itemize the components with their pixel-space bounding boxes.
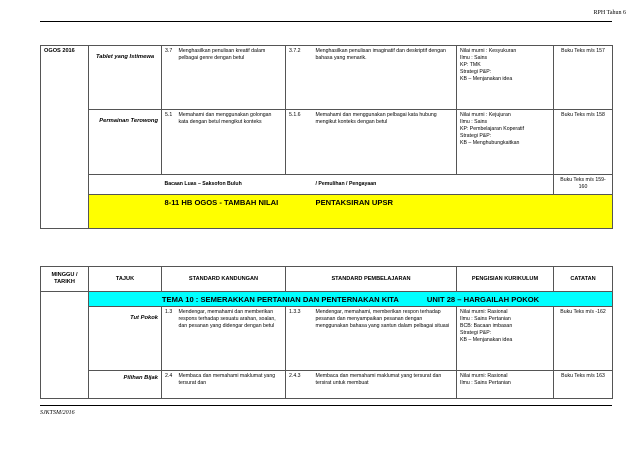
- topic-cell: Tut Pokok: [89, 307, 162, 371]
- header-standard-kandungan: STANDARD KANDUNGAN: [162, 267, 286, 292]
- kurikulum-line: Nilai murni: Rasional: [460, 373, 508, 379]
- sk-number: 3.7: [162, 46, 176, 110]
- topic-cell: Pilihan Bijak: [89, 371, 162, 399]
- catatan-cell: Buku Teks m/s -162: [554, 307, 613, 371]
- catatan-cell: Buku Teks m/s 159-160: [554, 175, 613, 195]
- topic-cell: Tablet yang Istimewa: [89, 46, 162, 110]
- page-header-label: RPH Tahun 6: [593, 10, 626, 16]
- catatan-cell: Buku Teks m/s 157: [554, 46, 613, 110]
- kurikulum-line: Ilmu : Sains Pertanian: [460, 380, 511, 386]
- table-row: [41, 110, 613, 175]
- header-standard-pembelajaran: STANDARD PEMBELAJARAN: [286, 267, 457, 292]
- sk-number: 2.4: [162, 371, 176, 399]
- kurikulum-cell: [457, 46, 554, 110]
- highlight-cell: [89, 195, 162, 229]
- unit-title: UNIT 28 – HARGAILAH POKOK: [426, 294, 540, 304]
- kurikulum-line: Ilmu : Sains Pertanian: [460, 316, 511, 322]
- sp-text: Mendengar, memahami, memberikan respon terhadap pesanan dan menyampaikan pesanan dengan menggunakan bahasa yang santun dalam pelbagai situasi: [313, 307, 457, 371]
- lesson-plan-table-1: [40, 45, 613, 229]
- sk-text: Mendengar, memahami dan memberikan respons terhadap sesuatu arahan, soalan, dan pesanan yang didengar dengan betul: [176, 307, 286, 371]
- table-row: [41, 195, 613, 229]
- kurikulum-line: KB – Menjanakan idea: [460, 337, 513, 343]
- sp-text: Menghasilkan penulisan imaginatif dan deskriptif dengan bahasa yang menarik.: [313, 46, 457, 110]
- sp-number: 5.1.6: [286, 110, 313, 175]
- header-pengisian-kurikulum: PENGISIAN KURIKULUM: [457, 267, 554, 292]
- kurikulum-line: Nilai murni: Rasional: [460, 309, 508, 315]
- lesson-plan-table-2: [40, 266, 613, 399]
- pentaksiran-label: PENTAKSIRAN UPSR: [313, 195, 613, 229]
- header-minggu: MINGGU / TARIKH: [41, 267, 89, 292]
- kurikulum-line: KB – Menjanakan idea: [460, 76, 513, 82]
- kurikulum-line: Strategi P&P:: [460, 69, 492, 75]
- table-row: [41, 175, 613, 195]
- tambah-nilai-label: 8-11 HB OGOS - TAMBAH NILAI: [162, 195, 313, 229]
- footer-divider: [40, 405, 612, 406]
- kurikulum-line: KP: TMK: [460, 62, 481, 68]
- sk-number: 5.1: [162, 110, 176, 175]
- theme-row: [41, 292, 613, 307]
- header-tajuk: TAJUK: [89, 267, 162, 292]
- kurikulum-line: BCB: Bacaan imbasan: [460, 323, 513, 329]
- page-footer-label: SJKTSM/2016: [40, 410, 75, 416]
- sp-text: Memahami dan menggunakan pelbagai kata hubung mengikut konteks dengan betul: [313, 110, 457, 175]
- sp-number: 1.3.3: [286, 307, 313, 371]
- kurikulum-line: Ilmu : Sains: [460, 119, 488, 125]
- empty-cell: [89, 175, 162, 195]
- bacaan-luas-label: Bacaan Luas – Saksofon Buluh: [162, 175, 313, 195]
- kurikulum-line: Strategi P&P:: [460, 330, 492, 336]
- kurikulum-line: KB – Menghubungkaitkan: [460, 140, 520, 146]
- kurikulum-cell: [457, 307, 554, 371]
- catatan-cell: Buku Teks m/s 163: [554, 371, 613, 399]
- sk-number: 1.3: [162, 307, 176, 371]
- pemulihan-label: / Pemulihan / Pengayaan: [313, 175, 554, 195]
- theme-title: TEMA 10 : SEMERAKKAN PERTANIAN DAN PENTERNAKAN KITA: [161, 294, 399, 304]
- kurikulum-cell: [457, 110, 554, 175]
- kurikulum-cell: [457, 371, 554, 399]
- week-cell: OGOS 2016: [41, 46, 89, 229]
- sk-text: Membaca dan memahami maklumat yang tersurat dan: [176, 371, 286, 399]
- theme-banner: [89, 292, 613, 307]
- sp-text: Membaca dan memahami maklumat yang tersurat dan tersirat untuk membuat: [313, 371, 457, 399]
- header-catatan: CATATAN: [554, 267, 613, 292]
- table-row: [41, 307, 613, 371]
- kurikulum-line: Nilai murni : Kesyukuran: [460, 48, 517, 54]
- catatan-cell: Buku Teks m/s 158: [554, 110, 613, 175]
- kurikulum-line: KP: Pembelajaran Koperatif: [460, 126, 525, 132]
- table-row: [41, 371, 613, 399]
- kurikulum-line: Nilai murni : Kejujuran: [460, 112, 511, 118]
- week-cell: [41, 292, 89, 399]
- kurikulum-line: Strategi P&P:: [460, 133, 492, 139]
- sp-number: 3.7.2: [286, 46, 313, 110]
- sp-number: 2.4.3: [286, 371, 313, 399]
- header-row: [41, 267, 613, 292]
- table-row: [41, 46, 613, 110]
- sk-text: Menghasilkan penulisan kreatif dalam pelbagai genre dengan betul: [176, 46, 286, 110]
- sk-text: Memahami dan menggunakan golongan kata dengan betul mengikut konteks: [176, 110, 286, 175]
- kurikulum-line: Ilmu : Sains: [460, 55, 488, 61]
- topic-cell: Permainan Terowong: [89, 110, 162, 175]
- header-divider: [40, 21, 612, 22]
